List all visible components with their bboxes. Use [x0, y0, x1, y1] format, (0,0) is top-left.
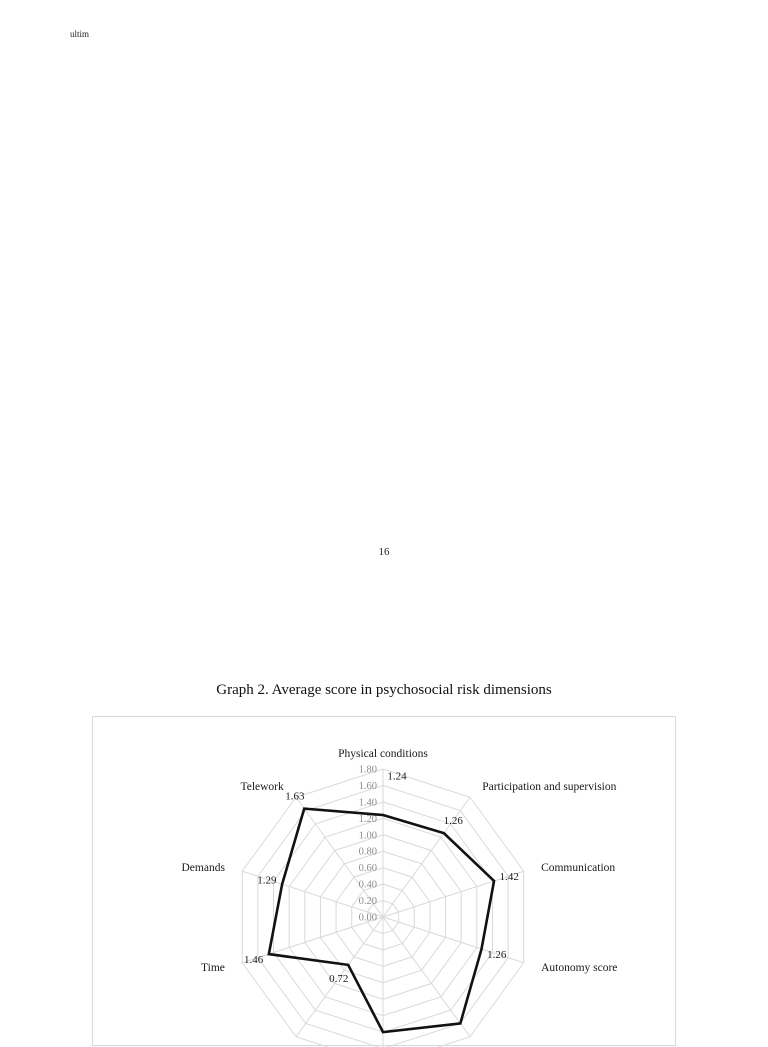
radar-data-label: 1.24	[387, 770, 407, 783]
radar-tick-label: 0.40	[358, 879, 377, 891]
page-number: 16	[378, 546, 390, 558]
radar-category-label: Demands	[181, 861, 225, 874]
radar-data-label: 1.42	[499, 870, 519, 883]
page-header-word: ultim	[70, 29, 90, 39]
radar-tick-label: 0.20	[358, 896, 377, 908]
radar-data-label: 1.63	[285, 790, 305, 803]
radar-tick-label: 1.00	[358, 830, 377, 842]
radar-tick-label: 1.40	[358, 797, 377, 809]
radar-chart-frame	[92, 716, 676, 1046]
radar-tick-label: 0.80	[358, 846, 377, 858]
radar-category-label: Time	[201, 962, 225, 975]
radar-spoke	[383, 917, 470, 1037]
radar-category-label: Communication	[541, 861, 616, 874]
radar-category-label: Participation and supervision	[482, 780, 617, 793]
radar-data-label: 1.26	[443, 815, 463, 828]
radar-category-label: Telework	[240, 780, 284, 793]
radar-tick-label: 0.00	[358, 912, 377, 924]
radar-data-label: 1.29	[257, 874, 277, 887]
radar-tick-label: 1.80	[358, 764, 377, 776]
radar-category-label: Autonomy score	[541, 962, 618, 975]
radar-category-label: Physical conditions	[338, 748, 428, 760]
radar-spoke	[242, 917, 383, 963]
radar-data-label: 1.26	[487, 948, 507, 961]
graph-caption: Graph 2. Average score in psychosocial risk dimensions	[216, 682, 552, 698]
radar-chart	[93, 717, 677, 1047]
radar-tick-label: 1.60	[358, 780, 377, 792]
radar-tick-label: 0.60	[358, 863, 377, 875]
radar-data-label: 0.72	[329, 972, 349, 985]
radar-data-label: 1.46	[243, 954, 264, 967]
radar-tick-label: 1.20	[358, 813, 377, 825]
